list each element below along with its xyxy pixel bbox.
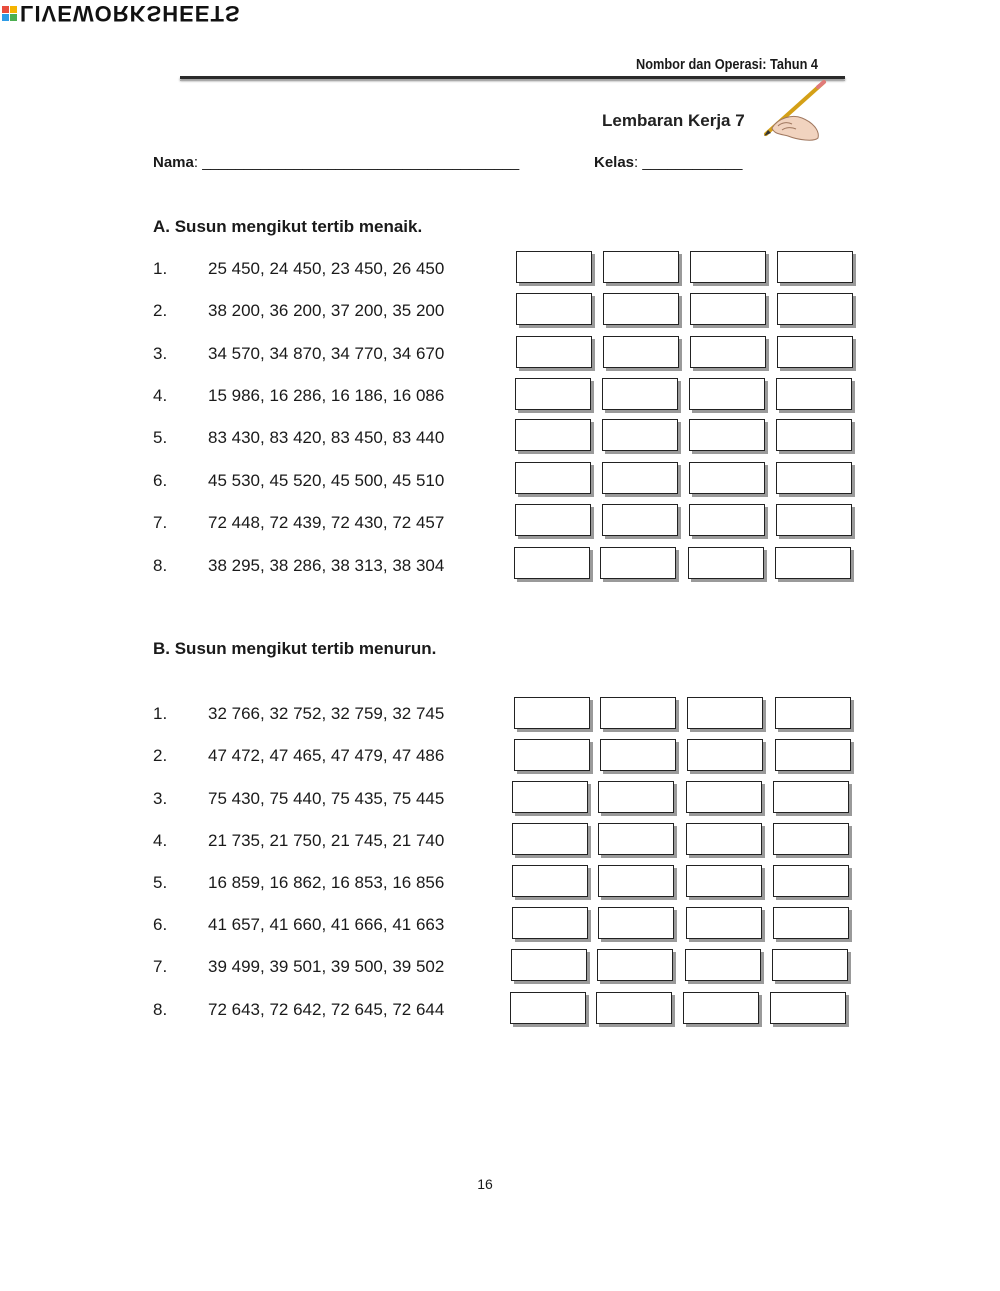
- answer-box[interactable]: [688, 547, 764, 579]
- header-divider: [180, 76, 845, 79]
- class-label: Kelas: [594, 154, 635, 171]
- answer-box[interactable]: [515, 462, 591, 494]
- answer-box[interactable]: [777, 336, 853, 368]
- section-a-heading: A. Susun mengikut tertib menaik.: [153, 217, 423, 236]
- answer-box[interactable]: [514, 697, 590, 729]
- answer-box[interactable]: [776, 504, 852, 536]
- class-field[interactable]: [594, 154, 742, 171]
- answer-box[interactable]: [770, 992, 846, 1024]
- answer-box[interactable]: [515, 504, 591, 536]
- answer-box[interactable]: [776, 419, 852, 451]
- answer-box[interactable]: [516, 251, 592, 283]
- answer-box[interactable]: [687, 697, 763, 729]
- answer-box[interactable]: [689, 462, 765, 494]
- answer-box[interactable]: [685, 949, 761, 981]
- answer-box[interactable]: [775, 697, 851, 729]
- answer-box[interactable]: [602, 462, 678, 494]
- name-label: Nama: [153, 154, 194, 171]
- answer-box[interactable]: [598, 823, 674, 855]
- answer-box[interactable]: [596, 992, 672, 1024]
- logo-icon: [2, 6, 17, 21]
- question-number: 1.: [153, 259, 168, 278]
- answer-box[interactable]: [689, 504, 765, 536]
- name-field[interactable]: [153, 154, 519, 171]
- question-text: 75 430, 75 440, 75 435, 75 445: [208, 789, 445, 808]
- answer-box[interactable]: [515, 419, 591, 451]
- answer-box[interactable]: [511, 949, 587, 981]
- question-number: 1.: [153, 704, 168, 723]
- question-number: 2.: [153, 301, 168, 320]
- answer-box[interactable]: [690, 293, 766, 325]
- answer-box[interactable]: [512, 865, 588, 897]
- question-text: 38 200, 36 200, 37 200, 35 200: [208, 301, 445, 320]
- answer-box[interactable]: [687, 739, 763, 771]
- answer-box[interactable]: [598, 907, 674, 939]
- answer-box[interactable]: [686, 865, 762, 897]
- question-number: 5.: [153, 428, 168, 447]
- answer-box[interactable]: [600, 697, 676, 729]
- question-number: 4.: [153, 386, 168, 405]
- question-text: 39 499, 39 501, 39 500, 39 502: [208, 957, 445, 976]
- answer-box[interactable]: [773, 907, 849, 939]
- answer-box[interactable]: [598, 865, 674, 897]
- answer-box[interactable]: [603, 251, 679, 283]
- question-number: 6.: [153, 915, 168, 934]
- answer-box[interactable]: [683, 992, 759, 1024]
- answer-box[interactable]: [775, 547, 851, 579]
- answer-box[interactable]: [514, 547, 590, 579]
- answer-box[interactable]: [603, 293, 679, 325]
- answer-box[interactable]: [600, 547, 676, 579]
- question-number: 8.: [153, 556, 168, 575]
- answer-box[interactable]: [775, 739, 851, 771]
- answer-box[interactable]: [512, 823, 588, 855]
- answer-box[interactable]: [773, 865, 849, 897]
- question-text: 16 859, 16 862, 16 853, 16 856: [208, 873, 445, 892]
- question-number: 7.: [153, 957, 168, 976]
- question-text: 83 430, 83 420, 83 450, 83 440: [208, 428, 445, 447]
- question-text: 45 530, 45 520, 45 500, 45 510: [208, 471, 445, 490]
- answer-box[interactable]: [689, 419, 765, 451]
- question-number: 7.: [153, 513, 168, 532]
- question-number: 2.: [153, 746, 168, 765]
- question-number: 8.: [153, 1000, 168, 1019]
- brand-name: LIVEWORKSHEETS: [20, 1, 241, 26]
- question-number: 3.: [153, 344, 168, 363]
- answer-box[interactable]: [515, 378, 591, 410]
- question-text: 34 570, 34 870, 34 770, 34 670: [208, 344, 445, 363]
- answer-box[interactable]: [686, 781, 762, 813]
- question-text: 25 450, 24 450, 23 450, 26 450: [208, 259, 445, 278]
- answer-box[interactable]: [602, 419, 678, 451]
- answer-box[interactable]: [690, 251, 766, 283]
- answer-box[interactable]: [510, 992, 586, 1024]
- brand-logo[interactable]: [2, 2, 241, 24]
- answer-box[interactable]: [516, 293, 592, 325]
- topic-title: Nombor dan Operasi: Tahun 4: [636, 57, 818, 73]
- question-text: 32 766, 32 752, 32 759, 32 745: [208, 704, 445, 723]
- question-text: 21 735, 21 750, 21 745, 21 740: [208, 831, 445, 850]
- answer-box[interactable]: [686, 823, 762, 855]
- answer-box[interactable]: [690, 336, 766, 368]
- question-number: 5.: [153, 873, 168, 892]
- answer-box[interactable]: [516, 336, 592, 368]
- answer-box[interactable]: [777, 293, 853, 325]
- question-text: 72 448, 72 439, 72 430, 72 457: [208, 513, 445, 532]
- answer-box[interactable]: [777, 251, 853, 283]
- answer-box[interactable]: [514, 739, 590, 771]
- answer-box[interactable]: [689, 378, 765, 410]
- answer-box[interactable]: [602, 504, 678, 536]
- answer-box[interactable]: [773, 823, 849, 855]
- question-number: 3.: [153, 789, 168, 808]
- question-text: 72 643, 72 642, 72 645, 72 644: [208, 1000, 445, 1019]
- answer-box[interactable]: [686, 907, 762, 939]
- answer-box[interactable]: [773, 781, 849, 813]
- answer-box[interactable]: [512, 781, 588, 813]
- question-number: 6.: [153, 471, 168, 490]
- answer-box[interactable]: [512, 907, 588, 939]
- question-number: 4.: [153, 831, 168, 850]
- page-number: 16: [477, 1176, 493, 1192]
- answer-box[interactable]: [772, 949, 848, 981]
- class-blank: : ____________: [634, 154, 743, 171]
- name-blank: : ______________________________________: [193, 154, 520, 171]
- writing-hand-icon: [758, 78, 828, 144]
- question-text: 41 657, 41 660, 41 666, 41 663: [208, 915, 445, 934]
- question-text: 38 295, 38 286, 38 313, 38 304: [208, 556, 445, 575]
- section-b-heading: B. Susun mengikut tertib menurun.: [153, 639, 437, 658]
- answer-box[interactable]: [776, 462, 852, 494]
- answer-box[interactable]: [598, 781, 674, 813]
- question-text: 47 472, 47 465, 47 479, 47 486: [208, 746, 445, 765]
- answer-box[interactable]: [600, 739, 676, 771]
- question-text: 15 986, 16 286, 16 186, 16 086: [208, 386, 445, 405]
- answer-box[interactable]: [597, 949, 673, 981]
- answer-box[interactable]: [602, 378, 678, 410]
- answer-box[interactable]: [776, 378, 852, 410]
- answer-box[interactable]: [603, 336, 679, 368]
- worksheet-title: Lembaran Kerja 7: [602, 111, 745, 130]
